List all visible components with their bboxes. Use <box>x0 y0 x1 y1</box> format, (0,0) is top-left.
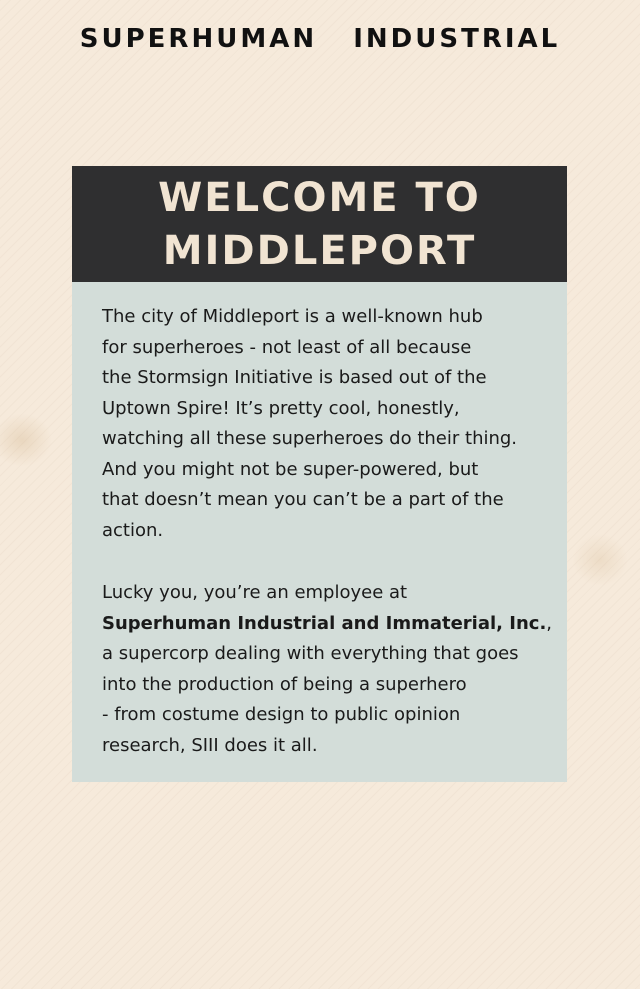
company-name-suffix: , <box>546 612 553 634</box>
paragraph-line: And you might not be super-powered, but <box>102 458 479 480</box>
paragraph-line: Uptown Spire! It’s pretty cool, honestly, <box>102 397 460 419</box>
banner-title-line-1: WELCOME TO <box>158 175 481 221</box>
paragraph-line: the Stormsign Initiative is based out of the <box>102 367 487 388</box>
banner-title-line-2: MIDDLEPORT <box>162 228 477 274</box>
paragraph-line: action. <box>102 519 164 541</box>
body-panel <box>72 282 567 782</box>
welcome-banner <box>72 166 567 282</box>
paragraph-line: into the production of being a superhero <box>102 673 467 695</box>
paragraph-line: research, SIII does it all. <box>102 734 318 756</box>
paragraph-line: Lucky you, you’re an employee at <box>102 582 408 603</box>
company-name: Superhuman Industrial and Immaterial, Inc. <box>102 612 547 634</box>
intro-paragraph <box>102 302 552 546</box>
paragraph-line: for superheroes - not least of all because <box>102 336 472 358</box>
employee-paragraph <box>102 578 552 761</box>
paragraph-line: that doesn’t mean you can’t be a part of the <box>102 489 504 510</box>
intro-card <box>72 166 567 782</box>
paragraph-line: - from costume design to public opinion <box>102 704 461 725</box>
paragraph-line: watching all these superheroes do their thing. <box>102 428 518 449</box>
paragraph-line: The city of Middleport is a well-known hub <box>102 306 483 327</box>
company-name-line <box>102 609 552 640</box>
paragraph-line: a supercorp dealing with everything that goes <box>102 643 519 664</box>
header-title: SUPERHUMAN INDUSTRIAL <box>79 24 561 54</box>
